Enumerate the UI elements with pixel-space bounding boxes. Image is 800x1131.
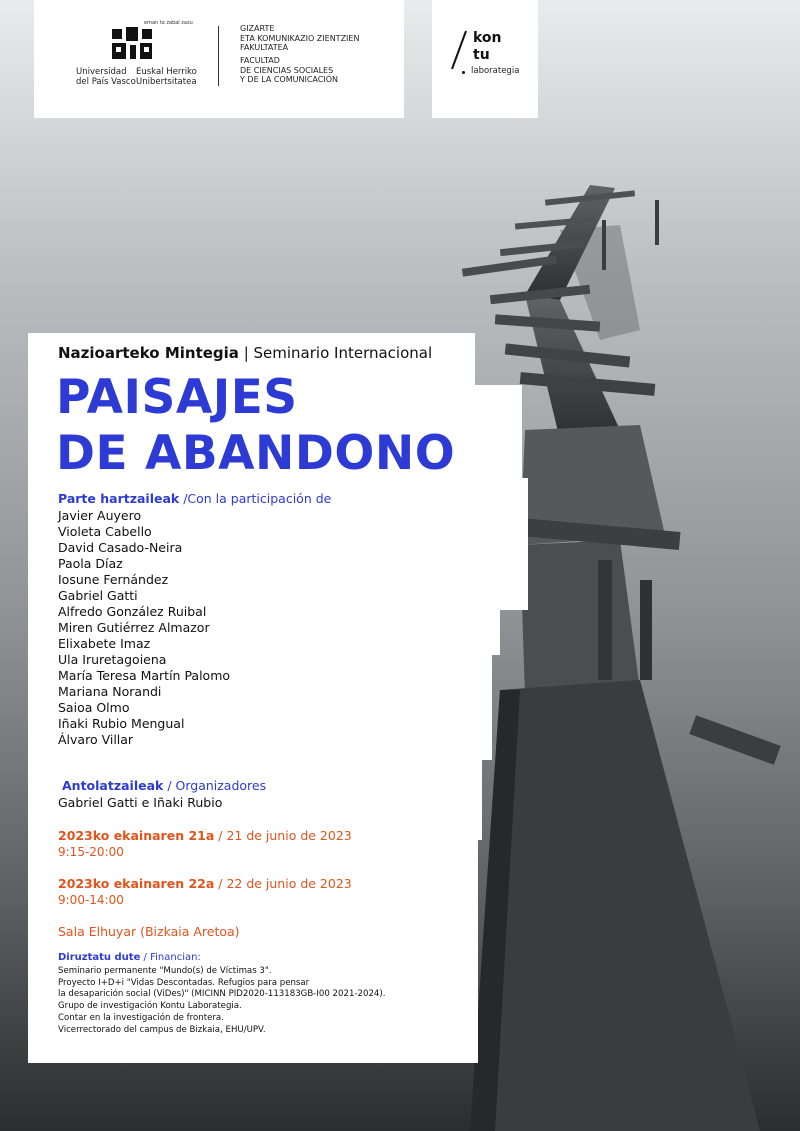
venue: Sala Elhuyar (Bizkaia Aretoa) xyxy=(58,924,240,939)
organizers-heading xyxy=(62,778,266,793)
list-item: Elixabete Imaz xyxy=(58,636,151,651)
list-item: Paola Díaz xyxy=(58,556,123,571)
kontu-word-2: tu xyxy=(473,47,490,63)
participants-heading-eu: Parte hartzaileak xyxy=(58,491,180,506)
funding-heading-eu: Diruztatu dute xyxy=(58,952,141,963)
list-item: Saioa Olmo xyxy=(58,700,130,715)
funding-line: Proyecto I+D+i "Vidas Descontadas. Refugios para pensar xyxy=(58,977,310,988)
subtitle-es: Seminario Internacional xyxy=(253,344,433,362)
list-item: Iñaki Rubio Mengual xyxy=(58,716,185,731)
title-line-2: DE ABANDONO xyxy=(56,426,456,481)
list-item: Mariana Norandi xyxy=(58,684,162,699)
faculty-eu-line: GIZARTE xyxy=(240,24,275,33)
upv-name-eu-line: Unibertsitatea xyxy=(136,77,197,87)
title-line-1: PAISAJES xyxy=(56,370,298,425)
list-item: Javier Auyero xyxy=(58,508,142,523)
list-item: David Casado-Neira xyxy=(58,540,183,555)
date-2-time: 9:00-14:00 xyxy=(58,893,124,907)
list-item: Alfredo González Ruibal xyxy=(58,604,207,619)
participants-heading-es: /Con la participación de xyxy=(179,491,332,506)
kontu-logo-box xyxy=(432,0,538,118)
organizers-names: Gabriel Gatti e Iñaki Rubio xyxy=(58,795,223,810)
upv-name-eu xyxy=(136,67,197,87)
kontu-word-1: kon xyxy=(473,30,502,46)
faculty-eu-line: ETA KOMUNIKAZIO ZIENTZIEN xyxy=(240,33,360,43)
list-item: Álvaro Villar xyxy=(58,732,134,747)
date-2-heading xyxy=(58,876,352,891)
list-item: Ula Iruretagoiena xyxy=(58,652,167,667)
date-2-es: / 22 de junio de 2023 xyxy=(214,876,352,891)
date-1-time: 9:15-20:00 xyxy=(58,845,124,859)
funding-line: Grupo de investigación Kontu Laborategia. xyxy=(58,1001,242,1012)
funding-heading xyxy=(58,952,201,963)
participants-heading xyxy=(58,491,331,506)
upv-name-es-line: Universidad xyxy=(76,67,127,77)
funding-heading-es: / Financian: xyxy=(140,952,201,963)
date-1-heading xyxy=(58,828,352,843)
date-1-eu: 2023ko ekainaren 21a xyxy=(58,828,215,843)
funding-line: Vicerrectorado del campus de Bizkaia, EHU/UPV. xyxy=(58,1024,266,1035)
list-item: Violeta Cabello xyxy=(58,524,152,539)
faculty-es-line: FACULTAD xyxy=(240,56,280,65)
faculty-eu-line: FAKULTATEA xyxy=(240,43,289,52)
funding-line: Contar en la investigación de frontera. xyxy=(58,1012,224,1023)
participants-list xyxy=(58,508,230,748)
funding-line: la desaparición social (ViDes)" (MICINN PID2020-113183GB-I00 2021-2024). xyxy=(58,989,386,1000)
list-item: Iosune Fernández xyxy=(58,572,169,587)
faculty-name-eu xyxy=(240,24,359,53)
subtitle-separator: | xyxy=(238,344,254,362)
funding-list xyxy=(58,966,385,1036)
kontu-dot-icon xyxy=(462,71,465,74)
university-logo-box xyxy=(34,0,404,118)
funding-line: Seminario permanente "Mundo(s) de Víctimas 3". xyxy=(58,966,272,976)
upv-name-es-line: del País Vasco xyxy=(76,77,136,87)
upv-emblem-icon xyxy=(110,25,154,63)
list-item: Miren Gutiérrez Almazor xyxy=(58,620,210,635)
kontu-subtitle: laborategia xyxy=(471,66,520,76)
list-item: María Teresa Martín Palomo xyxy=(58,668,231,683)
organizers-heading-es: / Organizadores xyxy=(163,778,267,793)
event-subtitle xyxy=(58,344,432,362)
upv-name-eu-line: Euskal Herriko xyxy=(136,67,197,77)
slash-icon xyxy=(450,30,468,70)
faculty-es-line: DE CIENCIAS SOCIALES xyxy=(240,65,334,75)
list-item: Gabriel Gatti xyxy=(58,588,138,603)
logo-divider xyxy=(218,26,219,86)
upv-motto: eman ta zabal zazu xyxy=(144,20,193,26)
upv-name-es xyxy=(76,67,136,87)
event-title xyxy=(56,370,455,482)
subtitle-eu: Nazioarteko Mintegia xyxy=(58,344,239,362)
date-2-eu: 2023ko ekainaren 22a xyxy=(58,876,215,891)
faculty-es-line: Y DE LA COMUNICACIÓN xyxy=(240,75,338,84)
faculty-name-es xyxy=(240,56,338,85)
organizers-heading-eu: Antolatzaileak xyxy=(62,778,164,793)
date-1-es: / 21 de junio de 2023 xyxy=(214,828,352,843)
